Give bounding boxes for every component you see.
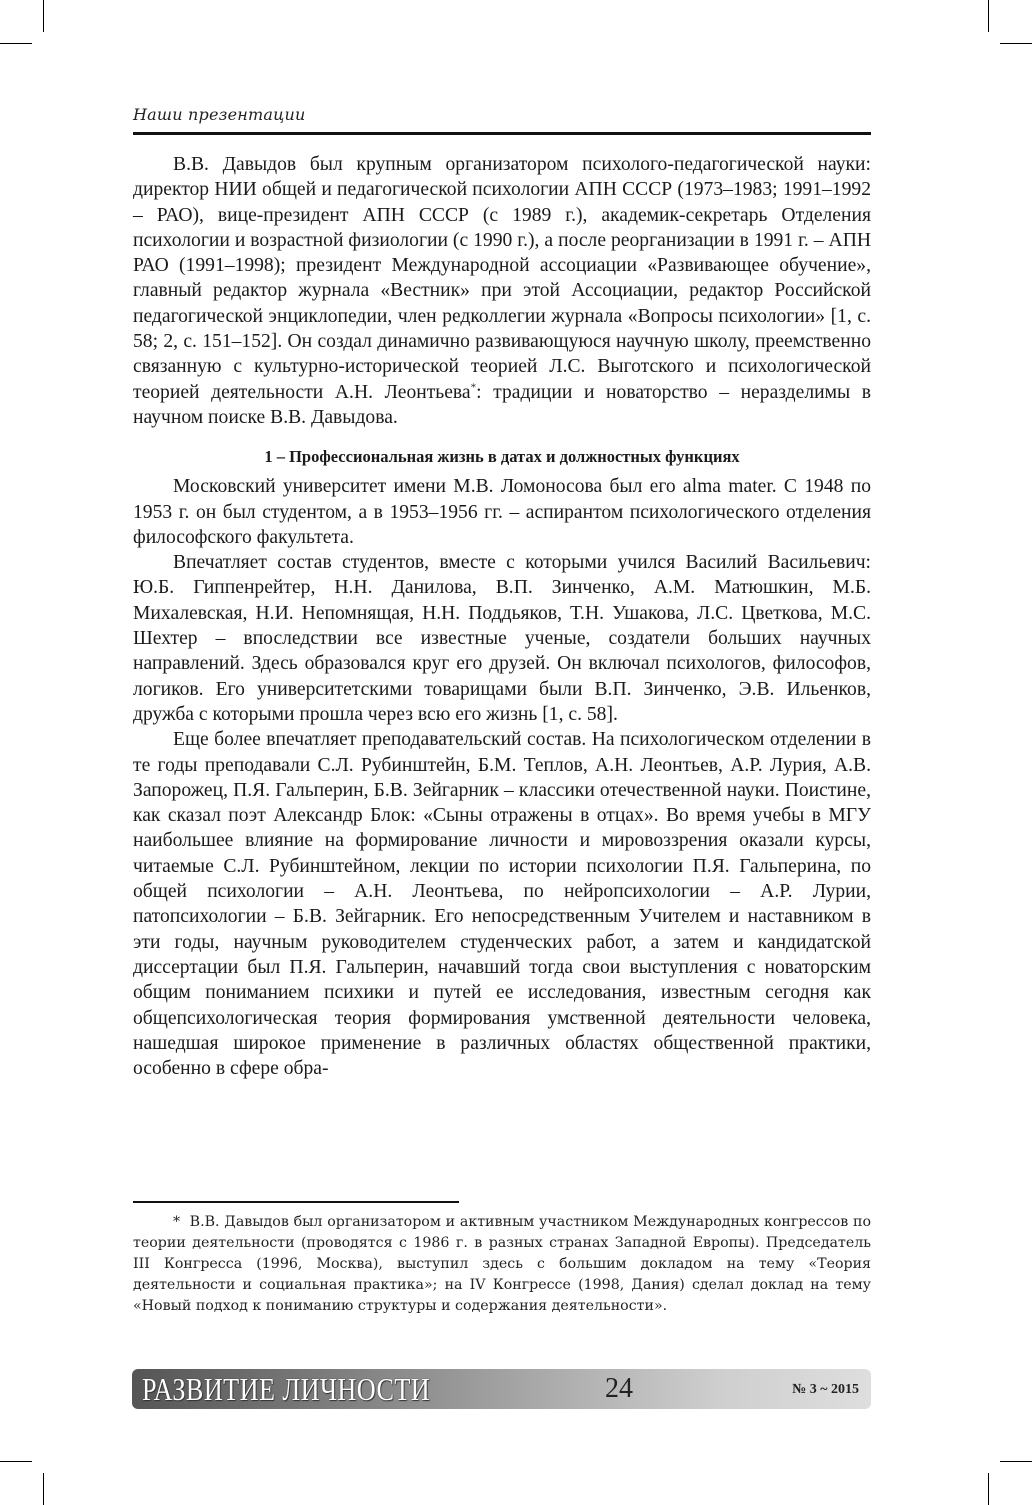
body-paragraph: Впечатляет состав студентов, вместе с которыми учился Василий Васильевич: Ю.Б. Гиппенрейтер, Н.Н. Данилова, В.П. Зинченко, А.М. Матюшкин, М.Б. Михалевская, Н.И. Непомнящая, Н.Н. Поддьяков, Т.Н. Ушакова, Л.С. Цветкова, М.С. Шехтер – впоследствии все известные ученые, создатели больших научных направлений. Здесь образовался круг его друзей. Он включал психологов, философов, логиков. Его университетскими товарищами были В.П. Зинченко, Э.В. Ильенков, дружба с которыми прошла через всю его жизнь [1, с. 58]. [133,552,871,725]
page-footer [132,1369,871,1409]
journal-title: РАЗВИТИЕ ЛИЧНОСТИ [142,1371,431,1407]
crop-mark-bottom-right-vertical [988,1473,989,1505]
footnote-text: В.В. Давыдов был организатором и активным участником Международных конгрессов по теории деятельности (проводятся с 1986 г. в разных странах Западной Европы). Председатель III Конгресса (1996, Москва), выступил здесь с большим докладом на тему «Теория деятельности и социальная практика»; на IV Конгрессе (1998, Дания) сделал доклад на тему «Новый подход к пониманию структуры и содержания деятельности». [133,1214,871,1314]
crop-mark-top-left-horizontal [0,43,32,44]
article-body [133,152,871,1081]
crop-mark-top-right-vertical [988,0,989,32]
footnote [133,1212,871,1317]
footnote-separator [133,1201,459,1203]
section-heading: 1 – Профессиональная жизнь в датах и должностных функциях [264,447,740,467]
crop-mark-top-left-vertical [43,0,44,32]
crop-mark-bottom-left-horizontal [0,1461,32,1462]
body-paragraph: Московский университет имени М.В. Ломоносова был его alma mater. С 1948 по 1953 г. он был студентом, а в 1953–1956 гг. – аспирантом психологического отделения философского факультета. [133,476,871,548]
intro-paragraph: В.В. Давыдов был крупным организатором психолого-педагогической науки: директор НИИ общей и педагогической психологии АПН СССР (1973–1983; 1991–1992 – РАО), вице-президент АПН СССР (с 1989 г.), академик-секретарь Отделения психологии и возрастной физиологии (с 1990 г.), а после реорганизации в 1991 г. – АПН РАО (1991–1998); президент Международной ассоциации «Развивающее обучение», главный редактор журнала «Вестник» при этой Ассоциации, редактор Российской педагогической энциклопедии, член редколлегии журнала «Вопросы психологии» [1, с. 58; 2, с. 151–152]. Он создал динамично развивающуюся научную школу, преемственно связанную с культурно-исторической теорией Л.С. Выготского и психологической теорией деятельности А.Н. Леонтьева*: традиции и новаторство – неразделимы в научном поиске В.В. Давыдова. [133,154,871,428]
body-paragraph: Еще более впечатляет преподавательский состав. На психологическом отделении в те годы преподавали С.Л. Рубинштейн, Б.М. Теплов, А.Н. Леонтьев, А.Р. Лурия, А.В. Запорожец, П.Я. Гальперин, Б.В. Зейгарник – классики отечественной науки. Поистине, как сказал поэт Александр Блок: «Сыны отражены в отцах». Во время учебы в МГУ наибольшее влияние на формирование личности и мировоззрения оказали курсы, читаемые С.Л. Рубинштейном, лекции по истории психологии П.Я. Гальперина, по общей психологии – А.Н. Леонтьева, по нейропсихологии – А.Р. Лурии, патопсихологии – Б.В. Зейгарник. Его непосредственным Учителем и наставником в эти годы, научным руководителем студенческих работ, а затем и кандидатской диссертации был П.Я. Гальперин, начавший тогда свои выступления с новаторским общим пониманием психики и путей ее исследования, известным сегодня как общепсихологическая теория формирования умственной деятельности человека, нашедшая широкое применение в различных областях общественной практики, особенно в сфере обра- [133,729,871,1080]
footnote-marker-label: * [173,1214,181,1230]
page-content [133,100,871,1081]
crop-mark-bottom-left-vertical [43,1473,44,1505]
crop-mark-bottom-right-horizontal [1000,1461,1032,1462]
crop-mark-top-right-horizontal [1000,43,1032,44]
issue-number: № 3 ~ 2015 [792,1382,859,1397]
page-number: 24 [605,1373,633,1404]
header-rule [133,132,871,135]
running-head: Наши презентации [133,105,306,124]
footnote-marker[interactable]: * [470,381,477,394]
